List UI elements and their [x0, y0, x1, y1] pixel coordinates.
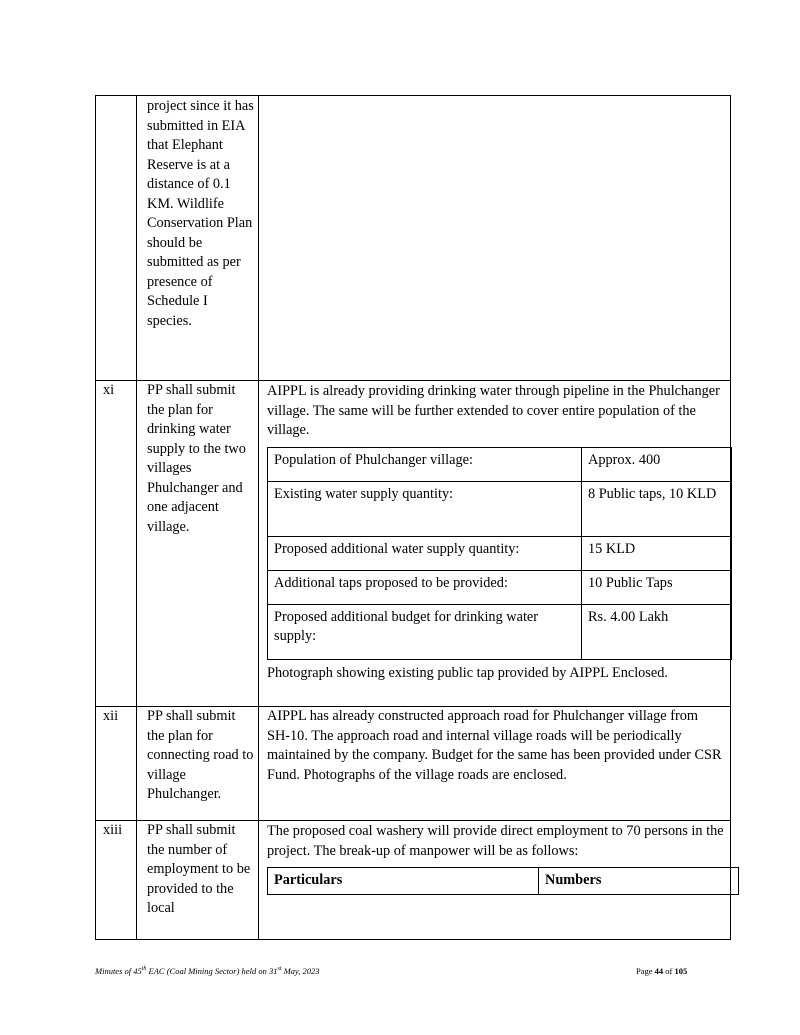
table-row [96, 381, 731, 707]
requirement-cell: PP shall submit the number of employment to be provided to the local [137, 821, 259, 940]
table-row [268, 536, 732, 570]
footer-page-number [636, 966, 687, 976]
requirement-cell: project since it has submitted in EIA that Elephant Reserve is at a distance of 0.1 KM. Wildlife Conservation Plan should be submitted as per presence of Schedule I species. [137, 96, 259, 381]
requirement-cell: PP shall submit the plan for connecting road to village Phulchanger. [137, 707, 259, 821]
minutes-table [95, 95, 731, 940]
water-table-label: Proposed additional budget for drinking water supply: [268, 604, 582, 659]
row-number: xiii [96, 821, 137, 940]
water-table-label: Proposed additional water supply quantity: [268, 536, 582, 570]
table-row [96, 96, 731, 381]
manpower-table [267, 867, 739, 895]
response-cell: AIPPL has already constructed approach road for Phulchanger village from SH-10. The approach road and internal village roads will be periodically maintained by the company. Budget for the same has been provided under CSR Fund. Photographs of the village roads are enclosed. [259, 707, 731, 821]
table-row [268, 570, 732, 604]
requirement-cell: PP shall submit the plan for drinking water supply to the two villages Phulchanger and one adjacent village. [137, 381, 259, 707]
footer-text: of [663, 966, 675, 976]
response-text: The proposed coal washery will provide direct employment to 70 persons in the project. The break-up of manpower will be as follows: [267, 823, 724, 859]
water-table-label: Existing water supply quantity: [268, 481, 582, 536]
page-number: 44 [654, 966, 664, 976]
footer-text: May, 2023 [281, 966, 320, 976]
footer-sup: th [141, 966, 147, 973]
page-total: 105 [674, 966, 688, 976]
table-header-row [268, 868, 739, 895]
row-number: xi [96, 381, 137, 707]
response-cell [259, 821, 731, 940]
footer-text: EAC (Coal Mining Sector) held on 31 [146, 966, 278, 976]
water-table-value: Rs. 4.00 Lakh [582, 604, 732, 659]
water-table-label: Additional taps proposed to be provided: [268, 570, 582, 604]
water-table-value: 15 KLD [582, 536, 732, 570]
water-table-value: Approx. 400 [582, 447, 732, 481]
table-row [268, 447, 732, 481]
table-row [268, 481, 732, 536]
response-text: AIPPL is already providing drinking water through pipeline in the Phulchanger village. The same will be further extended to cover entire population of the village. [267, 383, 720, 438]
water-table-value: 10 Public Taps [582, 570, 732, 604]
water-table-value: 8 Public taps, 10 KLD [582, 481, 732, 536]
photo-note: Photograph showing existing public tap provided by AIPPL Enclosed. [267, 664, 668, 681]
row-number: xii [96, 707, 137, 821]
footer-sup: st [277, 966, 282, 973]
response-cell [259, 381, 731, 707]
table-row [96, 821, 731, 940]
footer-minutes [95, 966, 319, 976]
footer-text: Minutes of 45 [95, 966, 142, 976]
numbers-header: Numbers [539, 868, 739, 895]
particulars-header: Particulars [268, 868, 539, 895]
response-cell [259, 96, 731, 381]
footer-text: Page [636, 966, 655, 976]
water-table-label: Population of Phulchanger village: [268, 447, 582, 481]
table-row [268, 604, 732, 659]
table-row [96, 707, 731, 821]
water-supply-table [267, 447, 732, 660]
row-number [96, 96, 137, 381]
